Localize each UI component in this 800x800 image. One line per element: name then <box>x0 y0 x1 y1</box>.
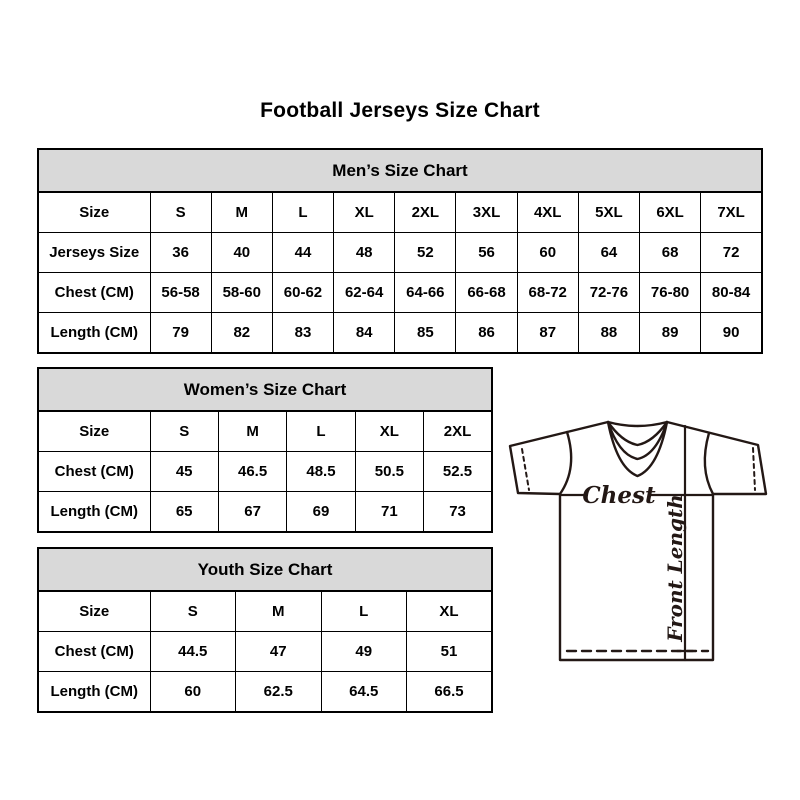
youth-row-header-cell: Size <box>38 591 150 632</box>
mens-data-cell: 68 <box>640 233 701 273</box>
mens-data-cell: 85 <box>395 313 456 354</box>
youth-row-header-cell: Length (CM) <box>38 672 150 713</box>
womens-data-cell: 46.5 <box>218 452 286 492</box>
mens-data-cell: 44 <box>272 233 333 273</box>
youth-data-cell: 51 <box>407 632 493 672</box>
mens-data-cell: 72 <box>701 233 762 273</box>
youth-data-cell: XL <box>407 591 493 632</box>
womens-data-cell: M <box>218 411 286 452</box>
youth-size-chart-region <box>37 547 493 713</box>
mens-data-cell: 4XL <box>517 192 578 233</box>
womens-data-cell: 52.5 <box>424 452 492 492</box>
youth-data-cell: M <box>236 591 322 632</box>
mens-data-cell: 86 <box>456 313 517 354</box>
mens-data-cell: 56-58 <box>150 273 211 313</box>
youth-size-table <box>37 547 493 713</box>
mens-data-cell: 80-84 <box>701 273 762 313</box>
womens-data-cell: 67 <box>218 492 286 533</box>
mens-data-cell: 88 <box>578 313 639 354</box>
jersey-left-cuff-dashed-line <box>522 449 529 490</box>
mens-data-cell: 60 <box>517 233 578 273</box>
mens-data-cell: 83 <box>272 313 333 354</box>
mens-data-cell: 89 <box>640 313 701 354</box>
mens-data-cell: 6XL <box>640 192 701 233</box>
youth-data-cell: 49 <box>321 632 407 672</box>
youth-data-cell: 64.5 <box>321 672 407 713</box>
chest-label: Chest <box>582 482 656 509</box>
womens-row-header-cell: Chest (CM) <box>38 452 150 492</box>
mens-data-cell: 66-68 <box>456 273 517 313</box>
mens-data-cell: 3XL <box>456 192 517 233</box>
womens-data-cell: 65 <box>150 492 218 533</box>
mens-table-row <box>38 313 762 354</box>
mens-data-cell: XL <box>334 192 395 233</box>
mens-data-cell: 72-76 <box>578 273 639 313</box>
front-length-label: Front Length <box>663 494 687 642</box>
womens-data-cell: XL <box>355 411 423 452</box>
mens-data-cell: 87 <box>517 313 578 354</box>
mens-data-cell: 79 <box>150 313 211 354</box>
mens-data-cell: 90 <box>701 313 762 354</box>
mens-data-cell: 62-64 <box>334 273 395 313</box>
jersey-measurement-diagram <box>505 413 771 669</box>
womens-data-cell: 69 <box>287 492 355 533</box>
mens-data-cell: 56 <box>456 233 517 273</box>
youth-table-row <box>38 591 492 632</box>
mens-table-row <box>38 233 762 273</box>
youth-table-title: Youth Size Chart <box>38 548 492 591</box>
womens-data-cell: 71 <box>355 492 423 533</box>
womens-data-cell: 50.5 <box>355 452 423 492</box>
mens-data-cell: 68-72 <box>517 273 578 313</box>
mens-data-cell: L <box>272 192 333 233</box>
mens-data-cell: 64-66 <box>395 273 456 313</box>
mens-table-row <box>38 273 762 313</box>
jersey-right-armhole-seam <box>705 433 713 494</box>
youth-data-cell: S <box>150 591 236 632</box>
mens-data-cell: 60-62 <box>272 273 333 313</box>
womens-data-cell: S <box>150 411 218 452</box>
mens-data-cell: M <box>211 192 272 233</box>
mens-data-cell: 40 <box>211 233 272 273</box>
mens-data-cell: 48 <box>334 233 395 273</box>
mens-row-header-cell: Size <box>38 192 150 233</box>
womens-table-row <box>38 452 492 492</box>
mens-row-header-cell: Length (CM) <box>38 313 150 354</box>
mens-data-cell: S <box>150 192 211 233</box>
youth-table-row <box>38 672 492 713</box>
womens-size-chart-region <box>37 367 493 533</box>
youth-data-cell: 62.5 <box>236 672 322 713</box>
youth-data-cell: 66.5 <box>407 672 493 713</box>
mens-table-row <box>38 192 762 233</box>
womens-size-table <box>37 367 493 533</box>
womens-data-cell: 73 <box>424 492 492 533</box>
youth-row-header-cell: Chest (CM) <box>38 632 150 672</box>
youth-table-row <box>38 632 492 672</box>
jersey-left-armhole-seam <box>560 432 571 494</box>
page-title: Football Jerseys Size Chart <box>260 99 540 122</box>
womens-data-cell: 45 <box>150 452 218 492</box>
mens-size-table <box>37 148 763 354</box>
mens-data-cell: 84 <box>334 313 395 354</box>
youth-data-cell: 47 <box>236 632 322 672</box>
mens-data-cell: 64 <box>578 233 639 273</box>
womens-row-header-cell: Size <box>38 411 150 452</box>
womens-table-row <box>38 492 492 533</box>
mens-data-cell: 5XL <box>578 192 639 233</box>
mens-data-cell: 52 <box>395 233 456 273</box>
jersey-collar-curve-outer <box>608 422 667 476</box>
womens-row-header-cell: Length (CM) <box>38 492 150 533</box>
youth-data-cell: L <box>321 591 407 632</box>
womens-data-cell: 48.5 <box>287 452 355 492</box>
womens-table-title: Women’s Size Chart <box>38 368 492 411</box>
youth-data-cell: 44.5 <box>150 632 236 672</box>
youth-data-cell: 60 <box>150 672 236 713</box>
jersey-right-cuff-dashed-line <box>753 448 755 490</box>
mens-data-cell: 82 <box>211 313 272 354</box>
mens-row-header-cell: Jerseys Size <box>38 233 150 273</box>
mens-table-title: Men’s Size Chart <box>38 149 762 192</box>
womens-table-row <box>38 411 492 452</box>
womens-data-cell: L <box>287 411 355 452</box>
mens-size-chart-region <box>37 148 763 354</box>
womens-data-cell: 2XL <box>424 411 492 452</box>
mens-data-cell: 76-80 <box>640 273 701 313</box>
mens-data-cell: 36 <box>150 233 211 273</box>
mens-data-cell: 7XL <box>701 192 762 233</box>
mens-data-cell: 58-60 <box>211 273 272 313</box>
mens-data-cell: 2XL <box>395 192 456 233</box>
mens-row-header-cell: Chest (CM) <box>38 273 150 313</box>
